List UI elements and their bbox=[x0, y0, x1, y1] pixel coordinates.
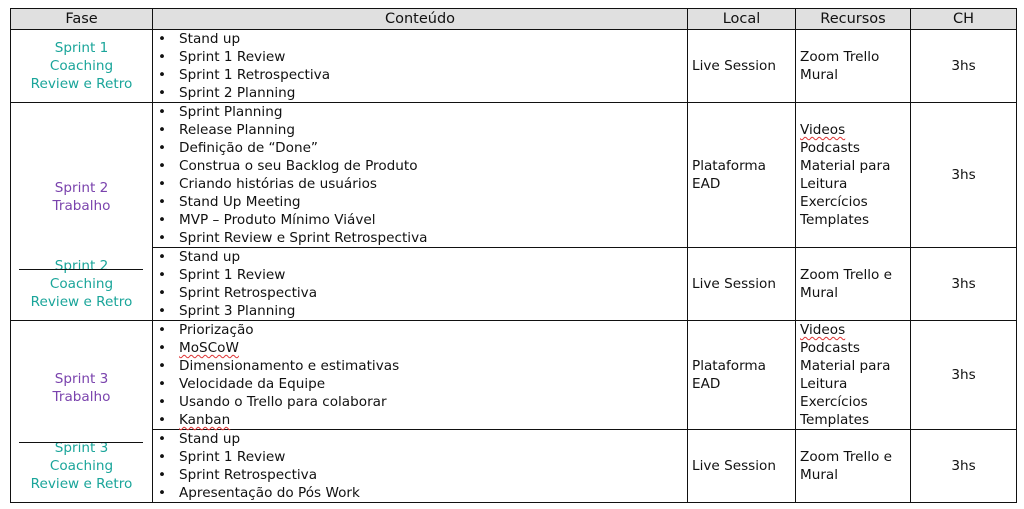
divider-line bbox=[19, 442, 143, 443]
recurso-line: Zoom Trello e bbox=[800, 449, 893, 465]
list-item: • Stand up bbox=[158, 430, 687, 448]
ch-cell: 3hs bbox=[911, 430, 1017, 503]
recursos-cell bbox=[796, 430, 911, 503]
ch-cell: 3hs bbox=[911, 248, 1017, 321]
table-row bbox=[11, 103, 1017, 248]
list-item-text: Kanban bbox=[179, 412, 231, 428]
fase-line: Sprint 2 bbox=[54, 180, 109, 197]
fase-line: Review e Retro bbox=[30, 475, 133, 492]
recurso-line: Mural bbox=[800, 285, 839, 301]
list-item: • Dimensionamento e estimativas bbox=[158, 357, 687, 375]
fase-line: Trabalho bbox=[52, 198, 111, 215]
fase-line: Review e Retro bbox=[30, 293, 133, 310]
recursos-cell bbox=[796, 248, 911, 321]
recurso-line: Videos bbox=[800, 122, 846, 138]
header-conteudo: Conteúdo bbox=[153, 9, 688, 30]
fase-line: Coaching bbox=[49, 275, 114, 292]
conteudo-list bbox=[158, 30, 687, 102]
table-row bbox=[11, 321, 1017, 430]
header-local: Local bbox=[688, 9, 796, 30]
divider-line bbox=[19, 269, 143, 270]
recurso-line: Mural bbox=[800, 467, 839, 483]
recurso-line: Templates bbox=[800, 412, 870, 428]
conteudo-cell bbox=[153, 430, 688, 503]
header-fase: Fase bbox=[11, 9, 153, 30]
fase-cell bbox=[11, 30, 153, 103]
recursos-cell bbox=[796, 103, 911, 248]
local-cell: Live Session bbox=[688, 430, 796, 503]
table-row bbox=[11, 430, 1017, 503]
header-row bbox=[11, 9, 1017, 30]
list-item: • Sprint Review e Sprint Retrospectiva bbox=[158, 229, 687, 247]
conteudo-cell bbox=[153, 248, 688, 321]
recursos-cell bbox=[796, 321, 911, 430]
recurso-line: Podcasts bbox=[800, 340, 860, 356]
recurso-line: Videos bbox=[800, 322, 846, 338]
list-item: • Release Planning bbox=[158, 121, 687, 139]
recurso-line: Zoom Trello e bbox=[800, 267, 893, 283]
fase-cell bbox=[11, 248, 153, 321]
list-item: • Sprint Planning bbox=[158, 103, 687, 121]
list-item: • Definição de “Done” bbox=[158, 139, 687, 157]
fase-line: Sprint 3 bbox=[54, 439, 109, 456]
fase-line: Coaching bbox=[49, 457, 114, 474]
conteudo-cell bbox=[153, 103, 688, 248]
list-item: • Criando histórias de usuários bbox=[158, 175, 687, 193]
recurso-line: Zoom Trello bbox=[800, 49, 880, 65]
list-item: • Stand Up Meeting bbox=[158, 193, 687, 211]
fase-cell bbox=[11, 103, 153, 248]
recurso-line: Material para bbox=[800, 158, 891, 174]
conteudo-list bbox=[158, 103, 687, 247]
fase-line: Sprint 3 bbox=[54, 371, 109, 388]
fase-line: Sprint 1 bbox=[54, 40, 109, 56]
conteudo-cell bbox=[153, 321, 688, 430]
list-item: • Stand up bbox=[158, 248, 687, 266]
list-item: • Sprint 1 Retrospectiva bbox=[158, 66, 687, 84]
list-item: • Construa o seu Backlog de Produto bbox=[158, 157, 687, 175]
ch-cell: 3hs bbox=[911, 321, 1017, 430]
table-row bbox=[11, 30, 1017, 103]
ch-cell: 3hs bbox=[911, 103, 1017, 248]
header-ch: CH bbox=[911, 9, 1017, 30]
list-item: • MVP – Produto Mínimo Viável bbox=[158, 211, 687, 229]
list-item: • Sprint 1 Review bbox=[158, 48, 687, 66]
fase-line: Trabalho bbox=[52, 389, 111, 406]
conteudo-cell bbox=[153, 30, 688, 103]
recurso-line: Mural bbox=[800, 67, 839, 83]
fase-cell bbox=[11, 430, 153, 503]
list-item: • Sprint 2 Planning bbox=[158, 84, 687, 102]
recursos-cell bbox=[796, 30, 911, 103]
local-cell: Live Session bbox=[688, 248, 796, 321]
local-cell: Live Session bbox=[688, 30, 796, 103]
list-item: • Sprint Retrospectiva bbox=[158, 466, 687, 484]
fase-line: Coaching bbox=[49, 58, 114, 74]
list-item: • Sprint 3 Planning bbox=[158, 302, 687, 320]
list-item bbox=[158, 411, 687, 429]
schedule-table bbox=[10, 8, 1017, 503]
recurso-line: Exercícios bbox=[800, 194, 868, 210]
header-recursos: Recursos bbox=[796, 9, 911, 30]
list-item: • Stand up bbox=[158, 30, 687, 48]
list-item bbox=[158, 339, 687, 357]
list-item: • Velocidade da Equipe bbox=[158, 375, 687, 393]
recurso-line: Templates bbox=[800, 212, 870, 228]
list-item: • Apresentação do Pós Work bbox=[158, 484, 687, 502]
recurso-line: Exercícios bbox=[800, 394, 868, 410]
recurso-line: Leitura bbox=[800, 376, 848, 392]
list-item: • Sprint 1 Review bbox=[158, 448, 687, 466]
recurso-line: Leitura bbox=[800, 176, 848, 192]
list-item: • Sprint Retrospectiva bbox=[158, 284, 687, 302]
ch-cell: 3hs bbox=[911, 30, 1017, 103]
fase-line: Review e Retro bbox=[30, 76, 133, 92]
table-row bbox=[11, 248, 1017, 321]
schedule-document bbox=[10, 8, 1016, 501]
conteudo-list bbox=[158, 248, 687, 320]
fase-line: Sprint 2 bbox=[54, 257, 109, 274]
list-item-text: MoSCoW bbox=[179, 340, 239, 356]
list-item: • Usando o Trello para colaborar bbox=[158, 393, 687, 411]
fase-cell bbox=[11, 321, 153, 430]
list-item: • Sprint 1 Review bbox=[158, 266, 687, 284]
local-cell: Plataforma EAD bbox=[688, 321, 796, 430]
recurso-line: Material para bbox=[800, 358, 891, 374]
recurso-line: Podcasts bbox=[800, 140, 860, 156]
conteudo-list bbox=[158, 430, 687, 502]
local-cell: Plataforma EAD bbox=[688, 103, 796, 248]
list-item: • Priorização bbox=[158, 321, 687, 339]
conteudo-list bbox=[158, 321, 687, 429]
